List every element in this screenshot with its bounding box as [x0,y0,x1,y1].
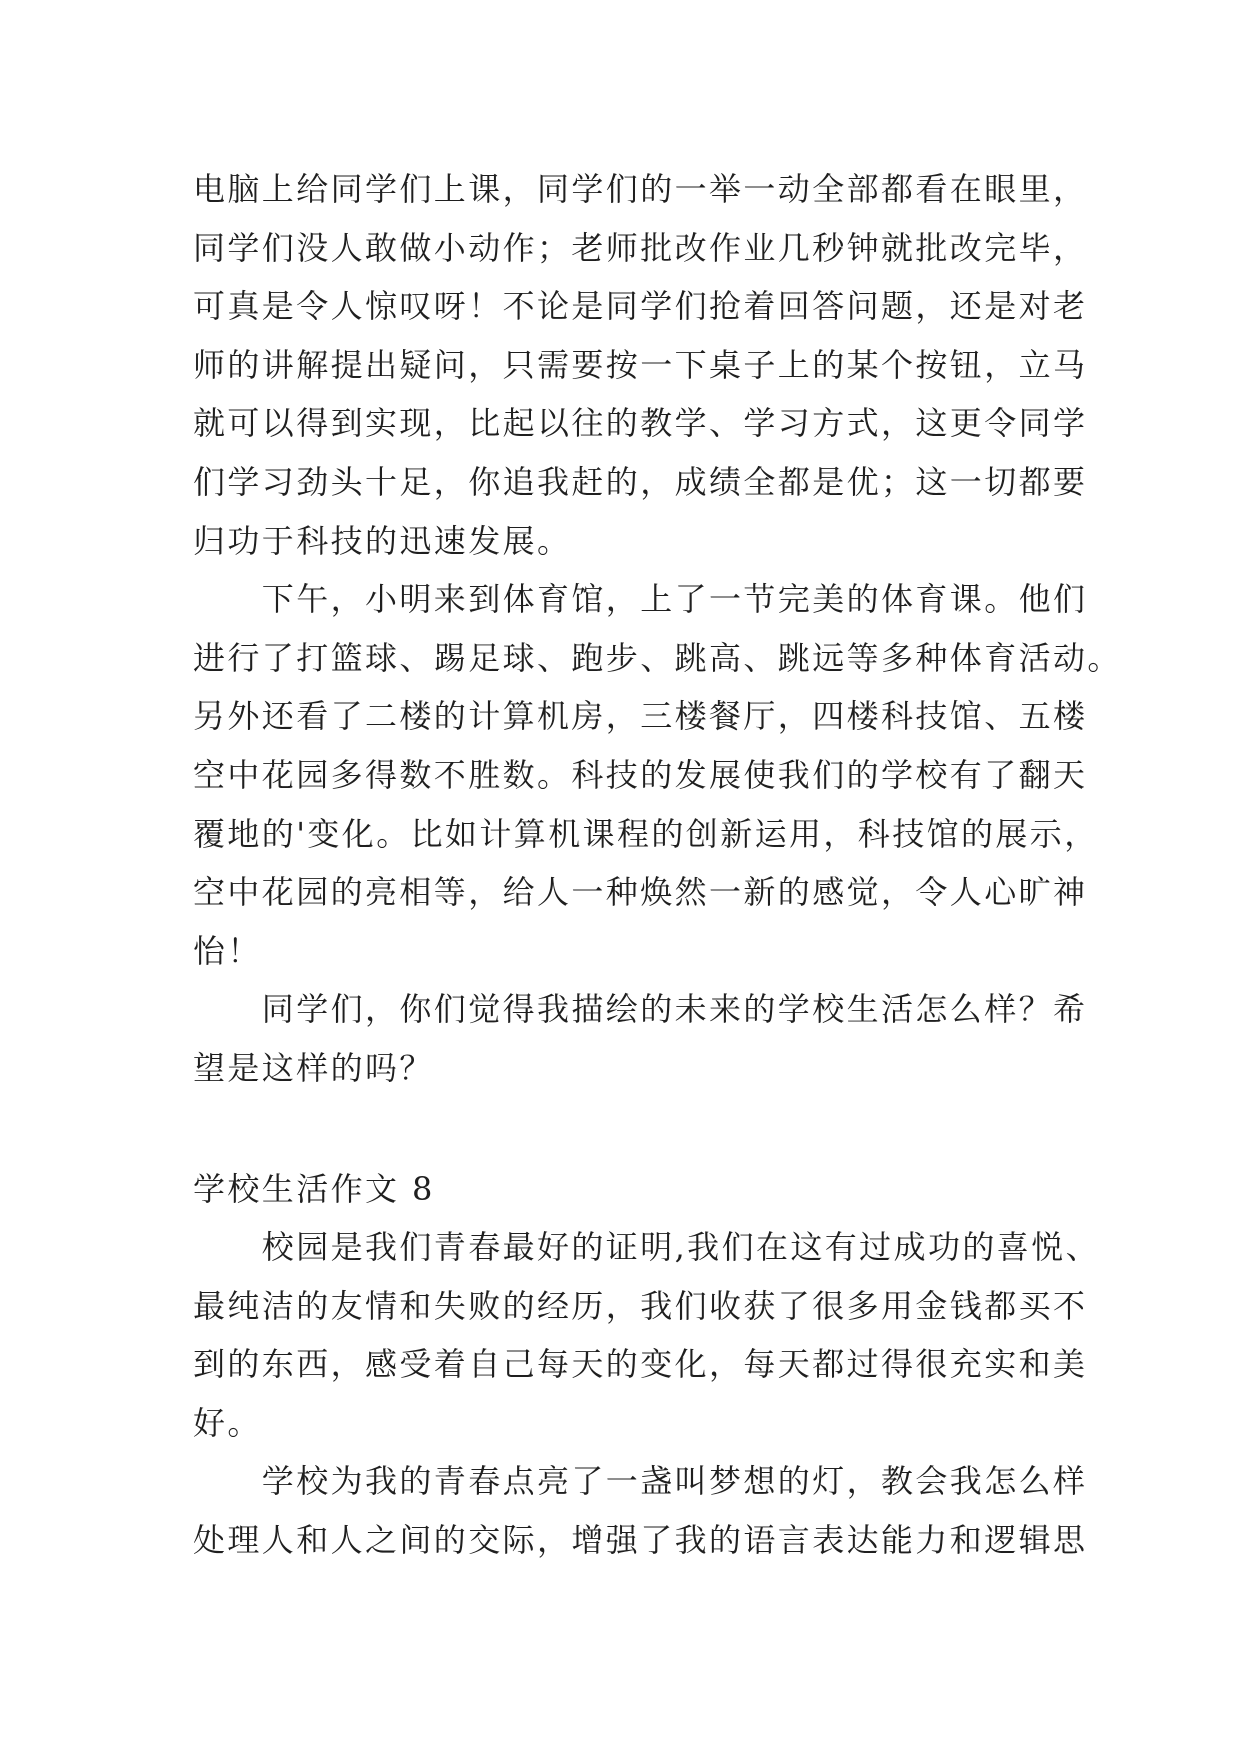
text-line: 最纯洁的友情和失败的经历，我们收获了很多用金钱都买不 [193,1286,1088,1325]
text-line: 师的讲解提出疑问，只需要按一下桌子上的某个按钮，立马 [193,345,1088,384]
paragraph-dream [193,1452,1088,1569]
paragraph-continuation [193,160,1088,570]
document-body [193,160,1122,1570]
paragraph-afternoon [193,570,1122,980]
text-line: 可真是令人惊叹呀！不论是同学们抢着回答问题，还是对老 [193,287,1088,326]
section-heading: 学校生活作文 8 [193,1169,435,1208]
text-line: 到的东西，感受着自己每天的变化，每天都过得很充实和美 [193,1345,1088,1384]
text-line: 就可以得到实现，比起以往的教学、学习方式，这更令同学 [193,404,1088,443]
text-line: 怡！ [193,931,262,970]
paragraph-question [193,980,1088,1097]
paragraph-campus [193,1218,1100,1452]
text-line: 同学们没人敢做小动作；老师批改作业几秒钟就批改完毕， [193,228,1088,267]
section-gap [193,1098,1065,1160]
text-line: 覆地的'变化。比如计算机课程的创新运用，科技馆的展示， [193,814,1099,853]
text-line: 处理人和人之间的交际，增强了我的语言表达能力和逻辑思 [193,1521,1088,1560]
text-line: 空中花园多得数不胜数。科技的发展使我们的学校有了翻天 [193,755,1088,794]
text-line: 同学们，你们觉得我描绘的未来的学校生活怎么样？希 [193,990,1088,1029]
text-line: 另外还看了二楼的计算机房，三楼餐厅，四楼科技馆、五楼 [193,697,1088,736]
text-line: 们学习劲头十足，你追我赶的，成绩全都是优；这一切都要 [193,462,1088,501]
text-line: 校园是我们青春最好的证明,我们在这有过成功的喜悦、 [193,1228,1100,1267]
text-line: 下午，小明来到体育馆，上了一节完美的体育课。他们 [193,580,1088,619]
text-line: 望是这样的吗？ [193,1048,434,1087]
text-line: 好。 [193,1403,262,1442]
text-line: 进行了打篮球、踢足球、跑步、跳高、跳远等多种体育活动。 [193,638,1122,677]
text-line: 电脑上给同学们上课，同学们的一举一动全部都看在眼里， [193,170,1088,208]
text-line: 归功于科技的迅速发展。 [193,521,572,560]
text-line: 空中花园的亮相等，给人一种焕然一新的感觉，令人心旷神 [193,873,1088,912]
text-line: 学校为我的青春点亮了一盏叫梦想的灯，教会我怎么样 [193,1462,1088,1501]
